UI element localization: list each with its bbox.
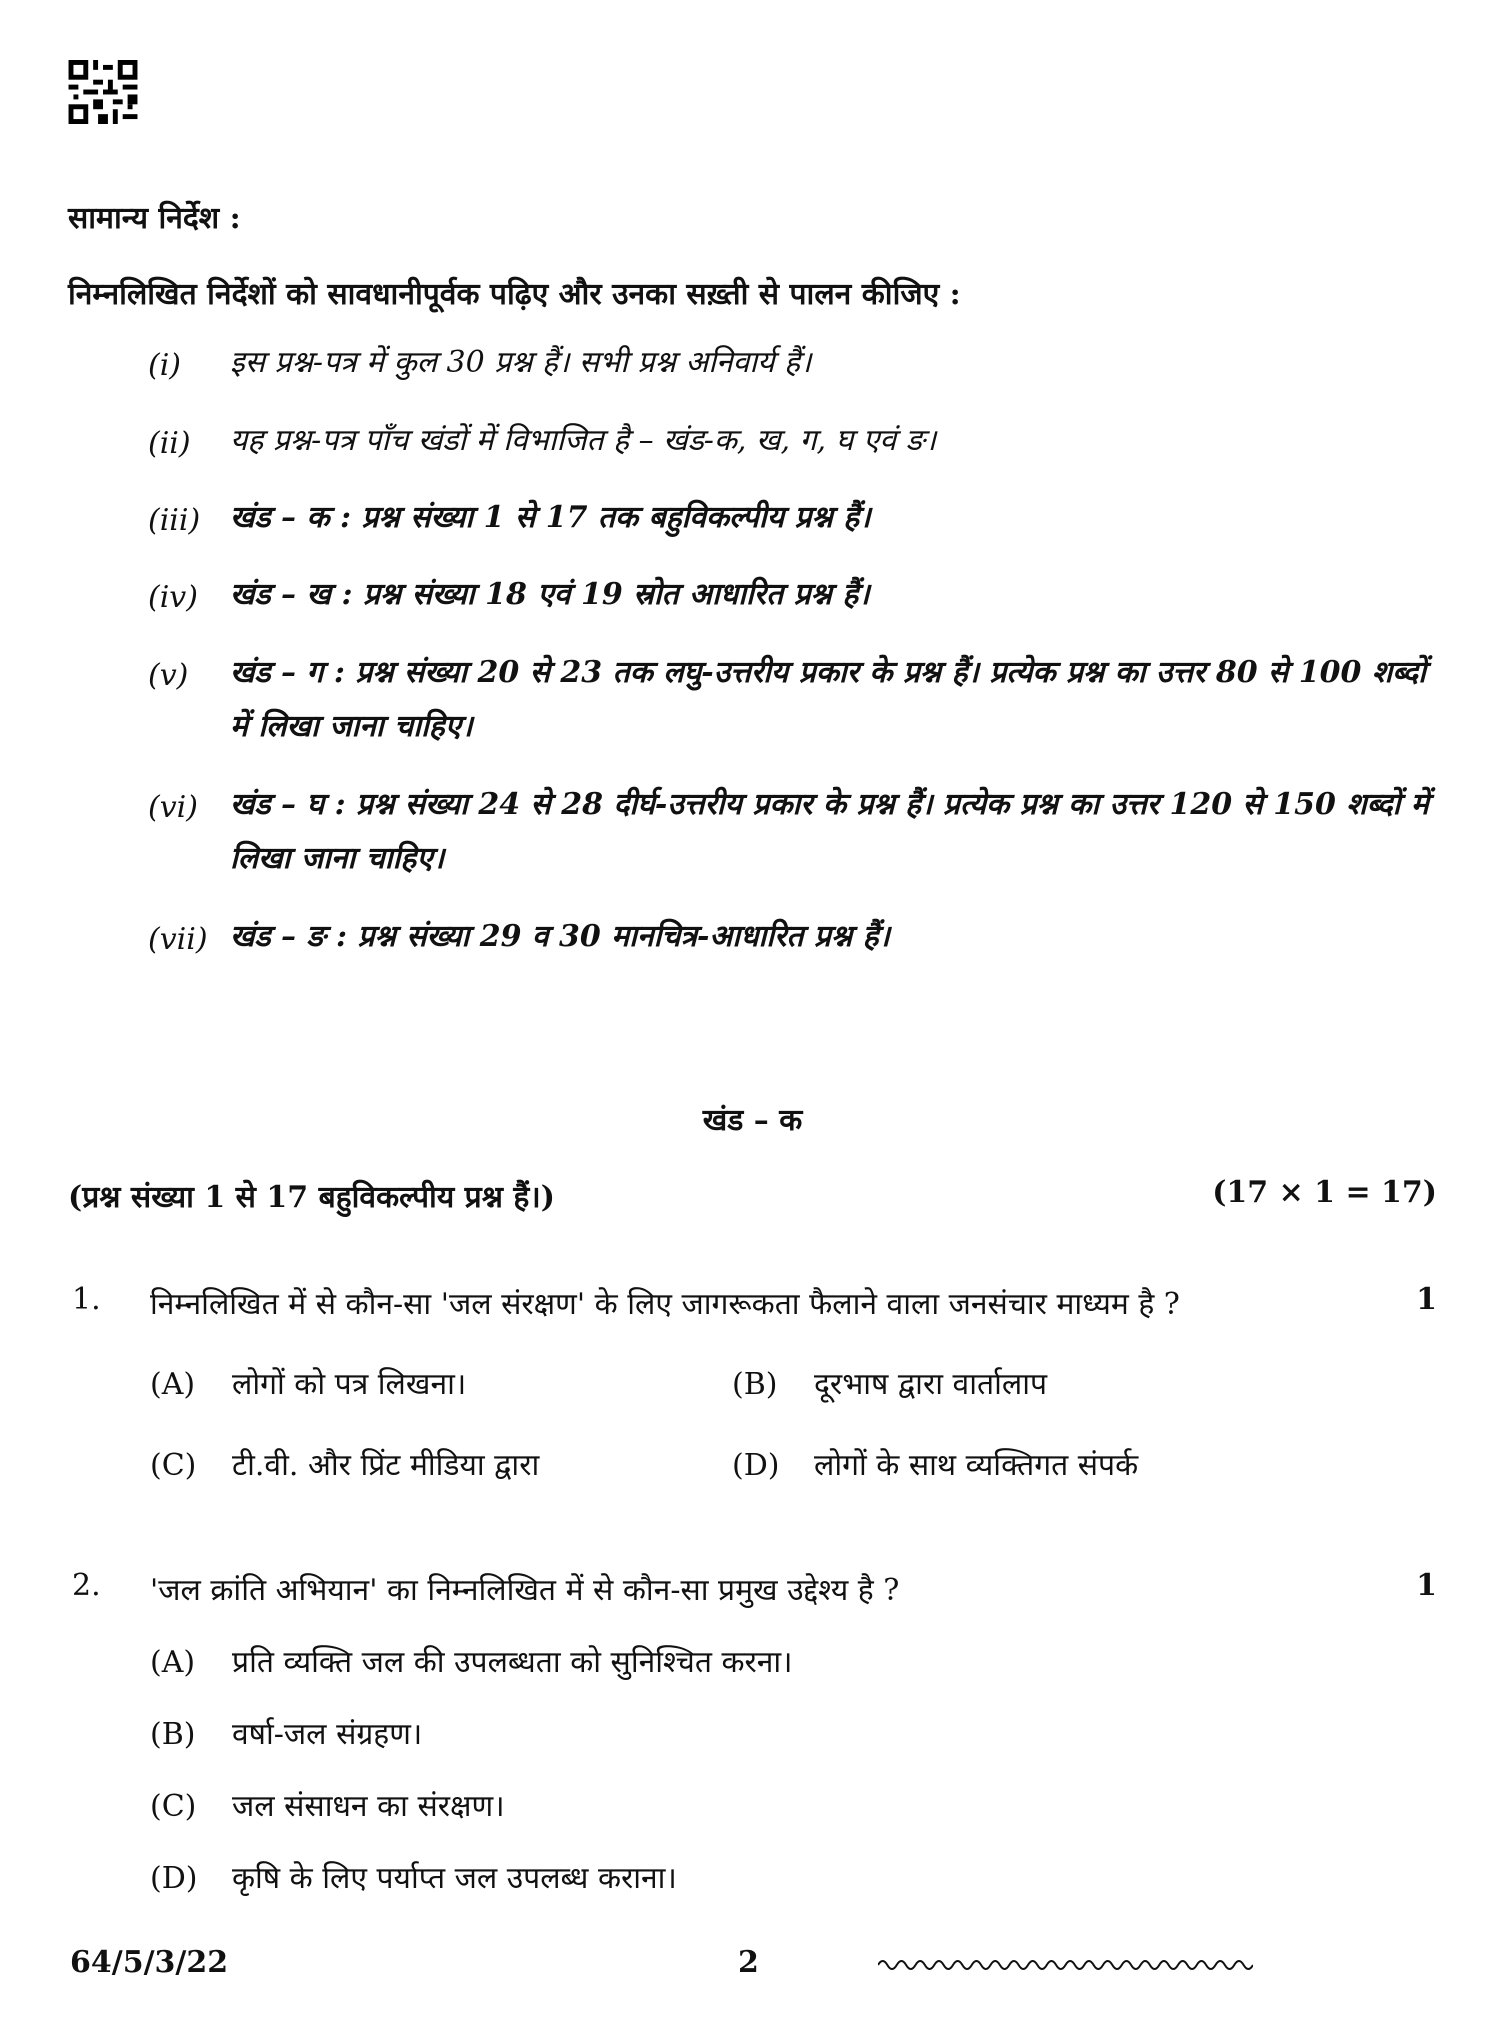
instruction-number: (iii) xyxy=(148,503,201,538)
option-c xyxy=(150,1784,505,1825)
option-label: (C) xyxy=(150,1448,197,1483)
option-c xyxy=(150,1443,539,1484)
option-b xyxy=(732,1362,1047,1403)
instruction-text: खंड – क : प्रश्न संख्या 1 से 17 तक बहुविकल्पीय प्रश्न हैं। xyxy=(230,500,871,535)
section-marks: (17 × 1 = 17) xyxy=(1212,1175,1437,1210)
instruction-number: (i) xyxy=(148,348,182,383)
page-number: 2 xyxy=(738,1945,759,1980)
instruction-number: (v) xyxy=(148,658,189,693)
instruction-number: (vii) xyxy=(148,922,208,957)
option-label: (D) xyxy=(150,1861,198,1896)
option-label: (B) xyxy=(150,1717,196,1752)
question-marks: 1 xyxy=(1416,1568,1437,1603)
section-title: खंड – क xyxy=(702,1103,803,1138)
option-text: टी.वी. और प्रिंट मीडिया द्वारा xyxy=(232,1448,540,1483)
option-d xyxy=(150,1856,677,1897)
section-subtitle: (प्रश्न संख्या 1 से 17 बहुविकल्पीय प्रश्न हैं।) xyxy=(68,1180,555,1215)
question-marks: 1 xyxy=(1416,1282,1437,1317)
instruction-number: (vi) xyxy=(148,790,198,825)
option-a xyxy=(150,1640,793,1681)
question-number: 2. xyxy=(72,1568,101,1603)
instruction-text: यह प्रश्न-पत्र पाँच खंडों में विभाजित है – खंड-क, ख, ग, घ एवं ङ। xyxy=(230,423,937,458)
general-instructions-title: सामान्य निर्देश : xyxy=(68,201,241,236)
question-text: 'जल क्रांति अभियान' का निम्नलिखित में से कौन-सा प्रमुख उद्देश्य है ? xyxy=(150,1573,900,1608)
option-label: (B) xyxy=(732,1367,778,1402)
option-a xyxy=(150,1362,466,1403)
instruction-number: (iv) xyxy=(148,580,198,615)
option-text: लोगों को पत्र लिखना। xyxy=(232,1367,467,1402)
instruction-text: खंड – ग : प्रश्न संख्या 20 से 23 तक लघु-उत्तरीय प्रकार के प्रश्न हैं। प्रत्येक प्रश्न का उत्तर 80 से 100 शब्दों में लिखा जाना चाहिए। xyxy=(230,655,1426,744)
option-label: (D) xyxy=(732,1448,780,1483)
wavy-line-divider xyxy=(878,1955,1253,1975)
question-number: 1. xyxy=(72,1282,101,1317)
option-text: जल संसाधन का संरक्षण। xyxy=(232,1789,505,1824)
option-text: प्रति व्यक्ति जल की उपलब्धता को सुनिश्चित करना। xyxy=(232,1645,793,1680)
instruction-number: (ii) xyxy=(148,426,191,461)
option-b xyxy=(150,1712,422,1753)
option-label: (C) xyxy=(150,1789,197,1824)
option-text: वर्षा-जल संग्रहण। xyxy=(232,1717,423,1752)
option-label: (A) xyxy=(150,1645,196,1680)
option-text: कृषि के लिए पर्याप्त जल उपलब्ध कराना। xyxy=(232,1861,677,1896)
instruction-text: खंड – ख : प्रश्न संख्या 18 एवं 19 स्रोत आधारित प्रश्न हैं। xyxy=(230,577,870,612)
option-text: दूरभाष द्वारा वार्तालाप xyxy=(814,1367,1048,1402)
instruction-text: खंड – ङ : प्रश्न संख्या 29 व 30 मानचित्र-आधारित प्रश्न हैं। xyxy=(230,919,890,954)
option-text: लोगों के साथ व्यक्तिगत संपर्क xyxy=(814,1448,1139,1483)
paper-code: 64/5/3/22 xyxy=(70,1945,229,1980)
instruction-text: इस प्रश्न-पत्र में कुल 30 प्रश्न हैं। सभी प्रश्न अनिवार्य हैं। xyxy=(230,345,812,380)
qr-code-icon xyxy=(68,60,138,124)
question-text: निम्नलिखित में से कौन-सा 'जल संरक्षण' के लिए जागरूकता फैलाने वाला जनसंचार माध्यम है ? xyxy=(150,1287,1180,1322)
option-d xyxy=(732,1443,1138,1484)
general-instructions-intro: निम्नलिखित निर्देशों को सावधानीपूर्वक पढ़िए और उनका सख़्ती से पालन कीजिए : xyxy=(68,277,961,312)
option-label: (A) xyxy=(150,1367,196,1402)
instruction-text: खंड – घ : प्रश्न संख्या 24 से 28 दीर्घ-उत्तरीय प्रकार के प्रश्न हैं। प्रत्येक प्रश्न का उत्तर 120 से 150 शब्दों में लिखा जाना चाहिए। xyxy=(230,787,1429,876)
